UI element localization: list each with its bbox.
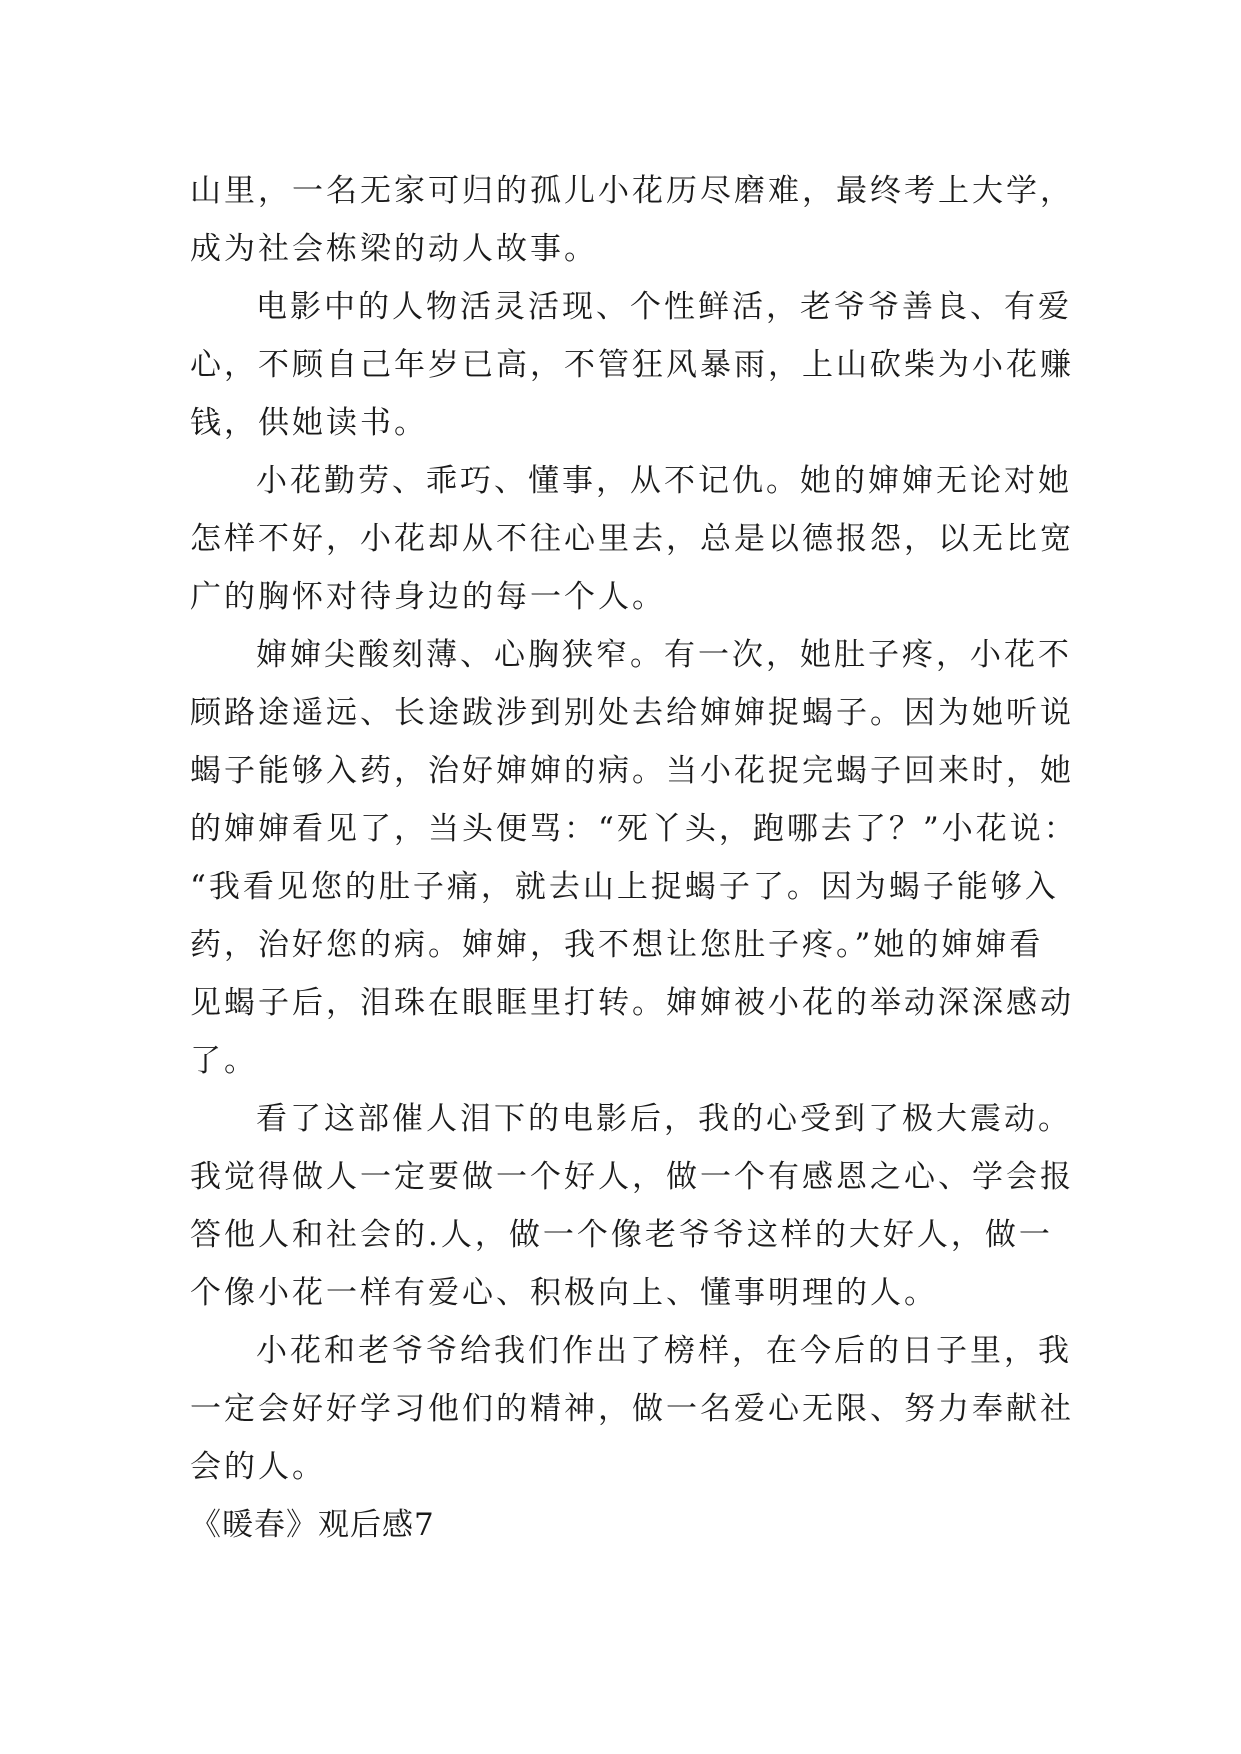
- text-line: “我看见您的肚子痛，就去山上捉蝎子了。因为蝎子能够入: [190, 869, 1059, 905]
- text-line: 广的胸怀对待身边的每一个人。: [190, 579, 666, 615]
- paragraph-start-line: 小花勤劳、乖巧、懂事，从不记仇。她的婶婶无论对她: [256, 463, 1072, 499]
- text-line: 成为社会栋梁的动人故事。: [190, 231, 598, 267]
- text-line: 见蝎子后，泪珠在眼眶里打转。婶婶被小花的举动深深感动: [190, 985, 1074, 1021]
- document-page: [190, 162, 1078, 1554]
- text-line: 顾路途遥远、长途跋涉到别处去给婶婶捉蝎子。因为她听说: [190, 695, 1074, 731]
- text-line: 药，治好您的病。婶婶，我不想让您肚子疼。”她的婶婶看: [190, 927, 1044, 963]
- text-line: 怎样不好，小花却从不往心里去，总是以德报怨，以无比宽: [190, 521, 1074, 557]
- text-line: 钱，供她读书。: [190, 405, 428, 441]
- text-line: 一定会好好学习他们的精神，做一名爱心无限、努力奉献社: [190, 1391, 1074, 1427]
- text-line: 心，不顾自己年岁已高，不管狂风暴雨，上山砍柴为小花赚: [190, 347, 1074, 383]
- paragraph-start-line: 看了这部催人泪下的电影后，我的心受到了极大震动。: [256, 1101, 1072, 1137]
- text-line: 蝎子能够入药，治好婶婶的病。当小花捉完蝎子回来时，她: [190, 753, 1074, 789]
- paragraph-start-line: 电影中的人物活灵活现、个性鲜活，老爷爷善良、有爱: [256, 289, 1072, 325]
- text-line: 的婶婶看见了，当头便骂：“死丫头，跑哪去了？”小花说：: [190, 811, 1078, 847]
- text-line: 我觉得做人一定要做一个好人，做一个有感恩之心、学会报: [190, 1159, 1074, 1195]
- paragraph-start-line: 婶婶尖酸刻薄、心胸狭窄。有一次，她肚子疼，小花不: [256, 637, 1072, 673]
- text-line: 了。: [190, 1043, 258, 1079]
- section-heading: 《暖春》观后感7: [190, 1507, 435, 1543]
- text-line: 山里，一名无家可归的孤儿小花历尽磨难，最终考上大学，: [190, 173, 1074, 209]
- text-line: 个像小花一样有爱心、积极向上、懂事明理的人。: [190, 1275, 938, 1311]
- text-line: 答他人和社会的.人，做一个像老爷爷这样的大好人，做一: [190, 1217, 1053, 1253]
- paragraph-start-line: 小花和老爷爷给我们作出了榜样，在今后的日子里，我: [256, 1333, 1072, 1369]
- text-line: 会的人。: [190, 1449, 326, 1485]
